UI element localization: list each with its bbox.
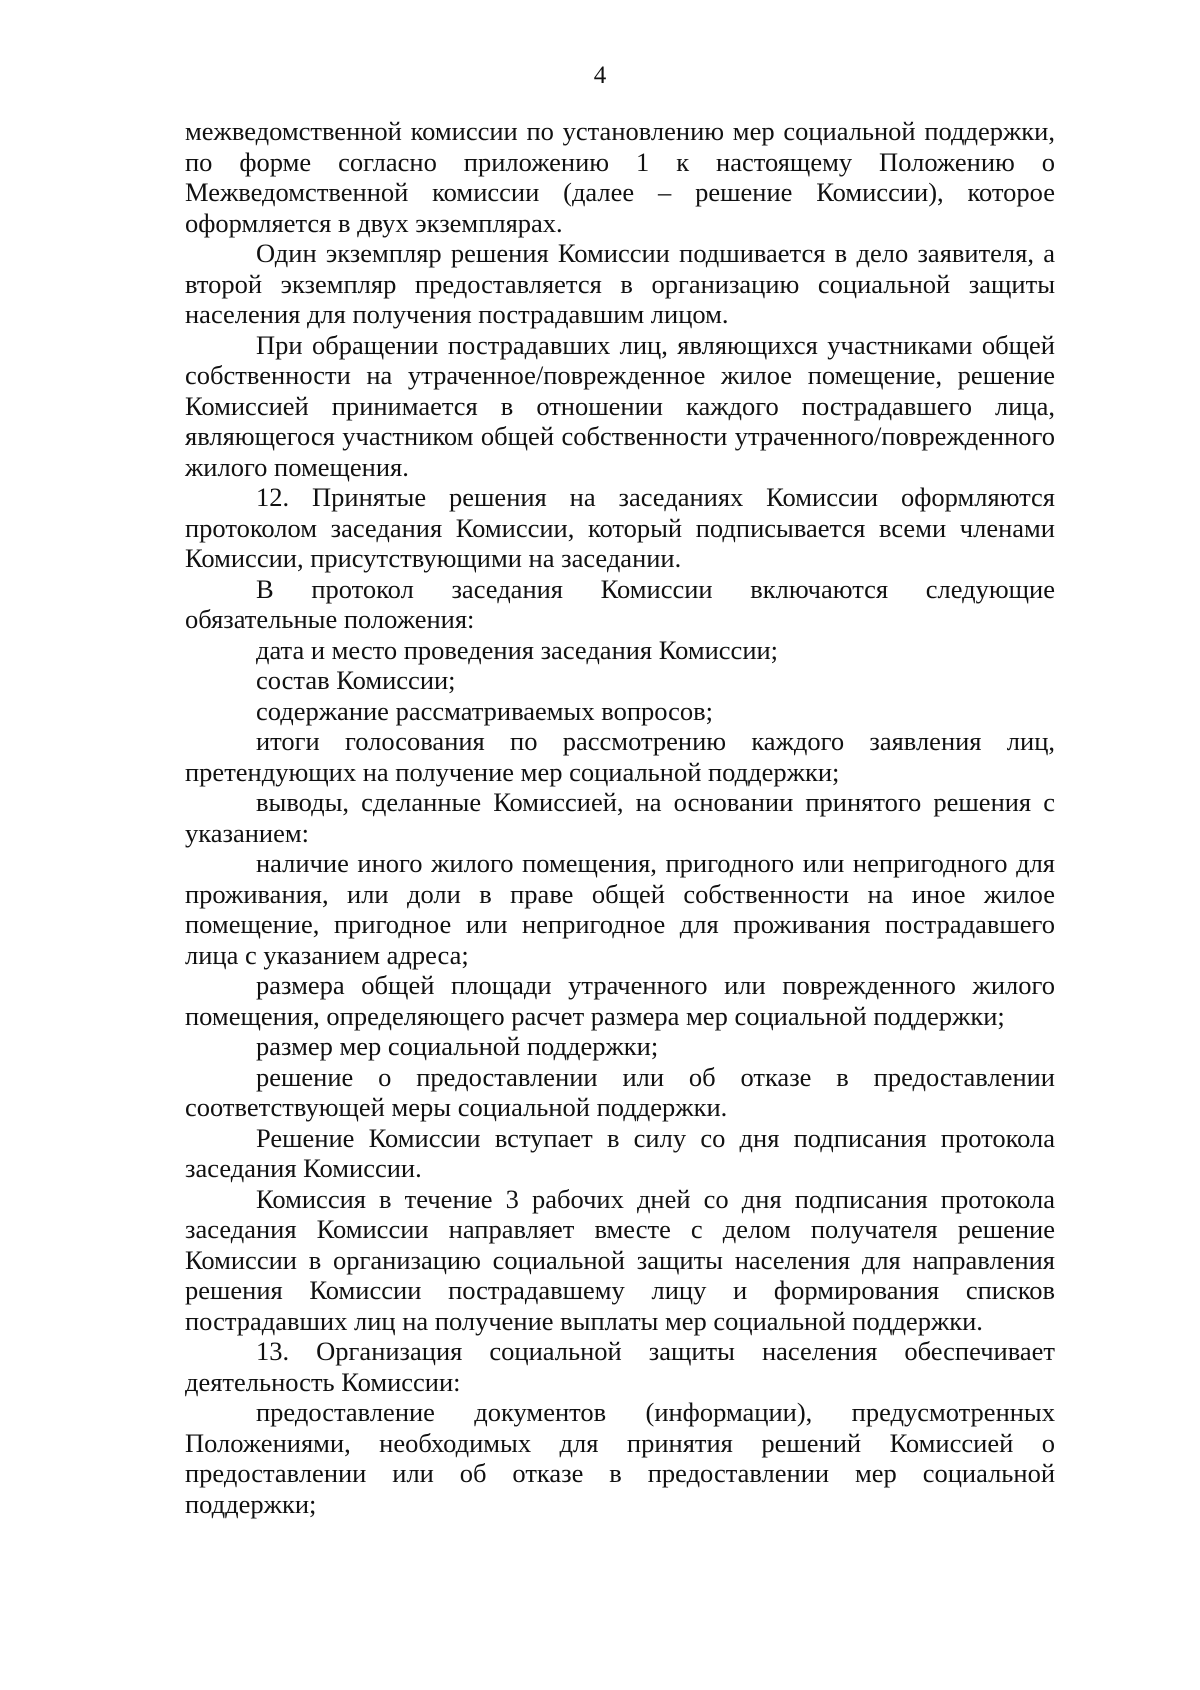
- list-item-date-place: дата и место проведения заседания Комиссии;: [256, 634, 779, 665]
- list-item-conclusions: выводы, сделанные Комиссией, на основании принятого решения с указанием:: [185, 787, 1055, 848]
- paragraph-shared-ownership: При обращении пострадавших лиц, являющихся участниками общей собственности на утраченное/поврежденное жилое помещение, решение Комиссией принимается в отношении каждого пострадавшего лица, являющегося участником общей собственности утраченного/поврежденного жилого помещения.: [185, 329, 1055, 482]
- paragraph-copies: Один экземпляр решения Комиссии подшивается в дело заявителя, а второй экземпляр предоставляется в организацию социальной защиты населения для получения пострадавшим лицом.: [185, 238, 1055, 329]
- page-number: 4: [593, 62, 607, 89]
- paragraph-item-12: 12. Принятые решения на заседаниях Комиссии оформляются протоколом заседания Комиссии, который подписывается всеми членами Комиссии, присутствующими на заседании.: [185, 482, 1055, 573]
- list-item-support-size: размер мер социальной поддержки;: [256, 1031, 659, 1061]
- paragraph-documents: предоставление документов (информации), предусмотренных Положениями, необходимых для принятия решений Комиссией о предоставлении или об отказе в предоставлении мер социальной поддержки;: [185, 1397, 1055, 1519]
- list-item-decision: решение о предоставлении или об отказе в предоставлении соответствующей меры социальной поддержки.: [185, 1061, 1055, 1122]
- paragraph-protocol-contents: В протокол заседания Комиссии включаются следующие обязательные положения:: [185, 573, 1055, 634]
- list-item-composition: состав Комиссии;: [256, 665, 456, 695]
- list-item-questions: содержание рассматриваемых вопросов;: [256, 695, 714, 726]
- document-body: [185, 116, 1055, 1519]
- list-item-voting: итоги голосования по рассмотрению каждого заявления лиц, претендующих на получение мер социальной поддержки;: [185, 726, 1055, 787]
- paragraph-item-13: 13. Организация социальной защиты населения обеспечивает деятельность Комиссии:: [185, 1336, 1055, 1397]
- list-item-other-housing: наличие иного жилого помещения, пригодного или непригодного для проживания, или доли в праве общей собственности на иное жилое помещение, пригодное или непригодное для проживания пострадавшего лица с указанием адреса;: [185, 848, 1055, 970]
- paragraph-decision-form: межведомственной комиссии по установлению мер социальной поддержки, по форме согласно приложению 1 к настоящему Положению о Межведомственной комиссии (далее – решение Комиссии), которое оформляется в двух экземплярах.: [185, 116, 1055, 238]
- paragraph-effective: Решение Комиссии вступает в силу со дня подписания протокола заседания Комиссии.: [185, 1122, 1055, 1183]
- paragraph-commission-sends: Комиссия в течение 3 рабочих дней со дня подписания протокола заседания Комиссии направляет вместе с делом получателя решение Комиссии в организацию социальной защиты населения для направления решения Комиссии пострадавшему лицу и формирования списков пострадавших лиц на получение выплаты мер социальной поддержки.: [185, 1183, 1055, 1336]
- list-item-area: размера общей площади утраченного или поврежденного жилого помещения, определяющего расчет размера мер социальной поддержки;: [185, 970, 1055, 1031]
